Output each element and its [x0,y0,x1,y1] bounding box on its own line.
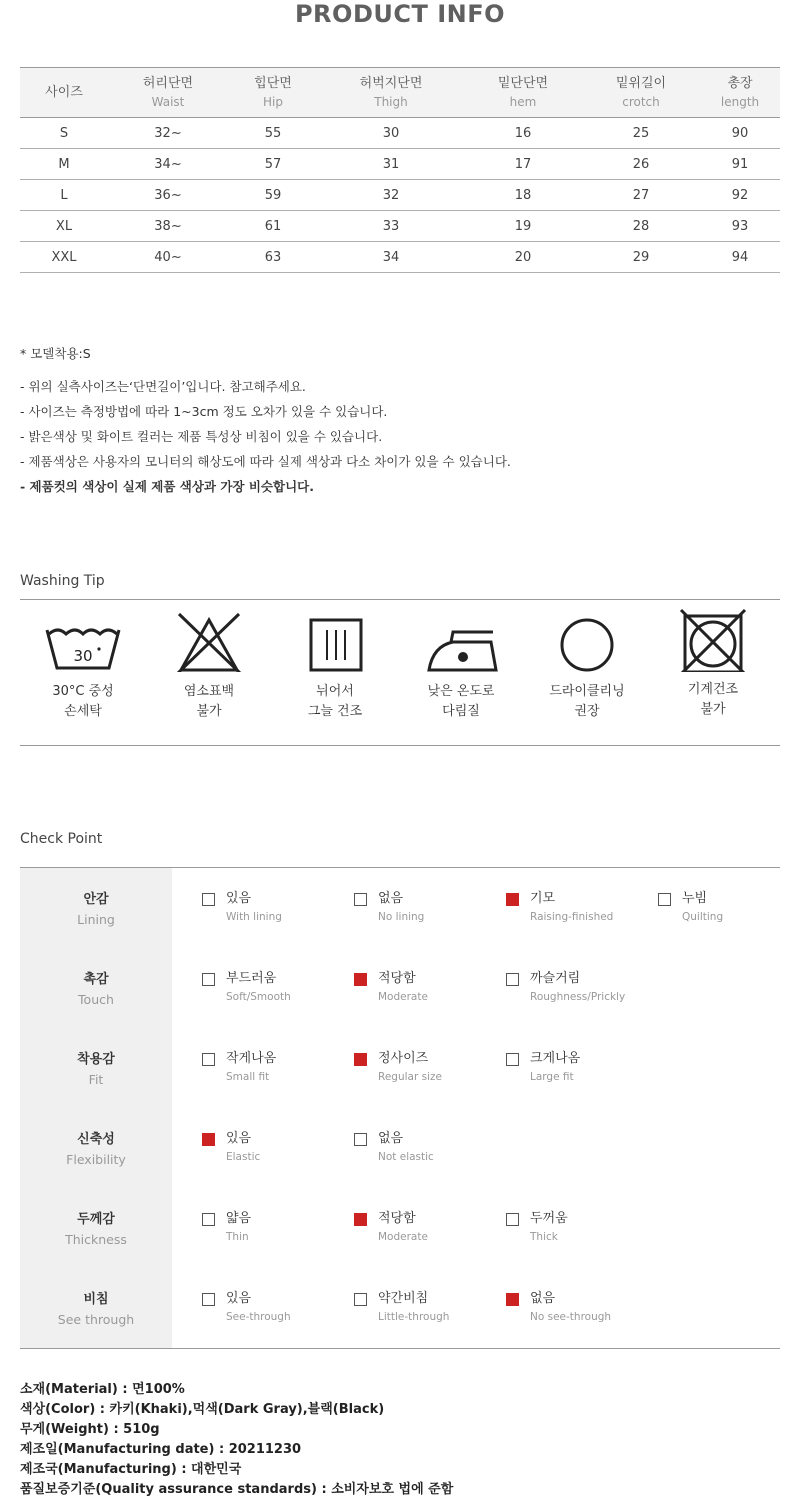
spec-country: 제조국(Manufacturing) : 대한민국 [20,1462,242,1477]
wash-item [20,612,146,722]
header-ko: 사이즈 [45,84,83,100]
unchecked-box-icon [658,893,671,906]
wash-item [524,612,650,722]
measurement-cell: 34 [318,242,464,273]
measurement-cell: 17 [464,149,582,180]
wash-label-line: 기계건조 [687,682,739,697]
check-point-row-label [20,1130,172,1170]
divider [20,599,780,600]
measurement-cell: 26 [582,149,700,180]
table-row [20,211,780,242]
iron-low-icon [411,612,511,672]
header-ko: 밑단단면 [497,75,549,91]
check-point-row [20,868,780,948]
option-label-en: Moderate [378,991,428,1003]
option-label-ko: 있음 [226,1131,252,1146]
size-table-header [20,68,108,118]
note-line: - 밝은색상 및 화이트 컬러는 제품 특성상 비침이 있을 수 있습니다. [20,429,383,444]
size-table [20,67,780,273]
unchecked-box-icon [506,973,519,986]
option-label-ko: 부드러움 [226,971,277,986]
option-label-en: Regular size [378,1071,442,1083]
size-table-header-row [20,68,780,118]
wash-item [272,612,398,722]
note-line: - 위의 실측사이즈는‘단면길이’입니다. 참고해주세요. [20,379,306,394]
header-ko: 밑위길이 [615,75,667,91]
measurement-cell: 36~ [108,180,228,211]
option-label-ko: 없음 [378,891,404,906]
row-label-en: Fit [88,1072,104,1087]
measurement-cell: 20 [464,242,582,273]
wash-label-line: 불가 [196,704,222,719]
measurement-cell: 32 [318,180,464,211]
note-line: - 사이즈는 측정방법에 따라 1~3cm 정도 오차가 있을 수 있습니다. [20,404,388,419]
measurement-cell: 27 [582,180,700,211]
check-point-row [20,948,780,1028]
option-label-en: Large fit [530,1071,574,1083]
wash-label [146,682,272,722]
header-ko: 총장 [727,75,753,91]
option-label-ko: 작게나옴 [226,1051,277,1066]
measurement-cell: 31 [318,149,464,180]
note-line: - 제품색상은 사용자의 모니터의 해상도에 따라 실제 색상과 다소 차이가 있을 수 있습니다. [20,454,511,469]
size-table-header [108,68,228,118]
option-label-ko: 까슬거림 [530,971,581,986]
product-specs [20,1380,780,1499]
table-row [20,180,780,211]
unchecked-box-icon [202,973,215,986]
divider [20,745,780,746]
header-en: crotch [622,94,660,109]
checked-box-icon [354,1053,367,1066]
no-bleach-icon [159,612,259,672]
spec-quality-standard: 품질보증기준(Quality assurance standards) : 소비자보호 법에 준함 [20,1482,454,1497]
checked-box-icon [506,1293,519,1306]
no-tumble-dry-icon [663,606,763,672]
option-label-en: Elastic [226,1151,261,1163]
size-table-header [700,68,780,118]
option-label-ko: 적당함 [378,971,416,986]
option-label-en: Moderate [378,1231,428,1243]
size-table-header [464,68,582,118]
check-point-row-label [20,890,172,930]
wash-label-line: 손세탁 [64,704,102,719]
option-label-ko: 얇음 [226,1211,252,1226]
wash-label-line: 30°C 중성 [52,684,114,699]
unchecked-box-icon [202,1213,215,1226]
measurement-cell: 28 [582,211,700,242]
wash-label [20,682,146,722]
measurement-cell: 61 [228,211,318,242]
wash-label-line: 뉘어서 [316,684,354,699]
checked-box-icon [202,1133,215,1146]
check-point-table [20,867,780,1349]
washing-icons [20,612,780,732]
check-point-row [20,1188,780,1268]
option-label-ko: 크게나옴 [530,1051,581,1066]
option-label-ko: 약간비침 [378,1291,429,1306]
header-en: Thigh [374,94,408,109]
measurement-cell: 29 [582,242,700,273]
option-label-en: Small fit [226,1071,270,1083]
size-table-header [228,68,318,118]
unchecked-box-icon [506,1213,519,1226]
row-label-en: See through [57,1312,135,1327]
unchecked-box-icon [202,1053,215,1066]
spec-manufacturing-date: 제조일(Manufacturing date) : 20211230 [20,1442,302,1457]
table-row [20,149,780,180]
option-label-en: Roughness/Prickly [530,991,626,1003]
measurement-cell: 91 [700,149,780,180]
row-label-ko: 촉감 [83,972,109,987]
measurement-cell: 16 [464,118,582,149]
option-label-en: Soft/Smooth [226,991,291,1003]
measurement-cell: 25 [582,118,700,149]
wash-label [524,682,650,722]
wash-label-line: 불가 [700,702,726,717]
option-label-en: Raising-finished [530,911,614,923]
measurement-cell: 40~ [108,242,228,273]
unchecked-box-icon [354,1133,367,1146]
measurement-cell: 19 [464,211,582,242]
checked-box-icon [354,1213,367,1226]
measurement-cell: 57 [228,149,318,180]
row-label-en: Flexibility [66,1152,126,1167]
size-label-cell: M [20,149,108,180]
wash-label-line: 염소표백 [183,684,235,699]
option-label-en: Quilting [682,911,724,923]
option-label-en: Not elastic [378,1151,434,1163]
row-label-ko: 두께감 [77,1212,115,1227]
option-label-ko: 있음 [226,1291,252,1306]
row-label-en: Touch [78,992,114,1007]
spec-weight: 무게(Weight) : 510g [20,1422,160,1437]
option-label-ko: 기모 [530,891,556,906]
check-point-row-label [20,1210,172,1250]
wash-label-line: 낮은 온도로 [427,684,495,699]
row-label-ko: 비침 [83,1292,109,1307]
measurement-cell: 93 [700,211,780,242]
note-bold-line: - 제품컷의 색상이 실제 제품 색상과 가장 비슷합니다. [20,479,314,494]
header-ko: 허벅지단면 [359,75,423,91]
measurement-cell: 55 [228,118,318,149]
unchecked-box-icon [506,1053,519,1066]
washing-tip-title: Washing Tip [20,573,105,589]
measurement-cell: 18 [464,180,582,211]
header-en: length [720,94,760,109]
spec-material: 소재(Material) : 면100% [20,1382,185,1397]
check-point-row-label [20,970,172,1010]
option-label-en: With lining [226,911,282,923]
measurement-cell: 34~ [108,149,228,180]
header-ko: 허리단면 [142,75,194,91]
model-size-note: * 모델착용:S [20,346,91,361]
size-label-cell: S [20,118,108,149]
row-label-ko: 착용감 [77,1052,115,1067]
check-point-row [20,1028,780,1108]
measurement-cell: 38~ [108,211,228,242]
page-title: PRODUCT INFO [294,0,506,28]
wash-tub-30-icon [33,612,133,672]
check-point-row-label [20,1290,172,1330]
unchecked-box-icon [354,1293,367,1306]
option-label-ko: 없음 [530,1291,556,1306]
unchecked-box-icon [202,893,215,906]
option-label-ko: 두꺼움 [530,1211,568,1226]
wash-label-line: 드라이클리닝 [549,684,625,699]
wash-item [650,612,776,720]
size-label-cell: XXL [20,242,108,273]
size-label-cell: L [20,180,108,211]
wash-label [272,682,398,722]
header-en: Hip [263,94,283,109]
wash-item [398,612,524,722]
wash-label-line: 다림질 [442,704,480,719]
table-row [20,242,780,273]
unchecked-box-icon [354,893,367,906]
header-ko: 힙단면 [254,75,292,91]
wash-temp-text: 30 [73,647,93,665]
row-label-ko: 안감 [83,892,109,907]
shade-dry-icon [285,612,385,672]
check-point-title: Check Point [20,831,103,847]
spec-color: 색상(Color) : 카키(Khaki),먹색(Dark Gray),블랙(Black) [20,1402,385,1417]
option-label-ko: 없음 [378,1131,404,1146]
option-label-en: See-through [226,1311,291,1323]
dry-clean-icon [537,612,637,672]
size-label-cell: XL [20,211,108,242]
option-label-en: Little-through [378,1311,450,1323]
row-label-ko: 신축성 [77,1132,115,1147]
table-row [20,118,780,149]
row-label-en: Thickness [65,1232,127,1247]
option-label-ko: 있음 [226,891,252,906]
unchecked-box-icon [202,1293,215,1306]
measurement-cell: 32~ [108,118,228,149]
header-en: hem [509,94,537,109]
option-label-en: Thick [530,1231,558,1243]
measurement-cell: 92 [700,180,780,211]
wash-label-line: 권장 [574,704,600,719]
checked-box-icon [506,893,519,906]
option-label-ko: 적당함 [378,1211,416,1226]
option-label-en: Thin [226,1231,249,1243]
wash-label [398,682,524,722]
wash-label [650,680,776,720]
option-label-en: No lining [378,911,425,923]
measurement-cell: 30 [318,118,464,149]
measurement-cell: 90 [700,118,780,149]
check-point-row [20,1268,780,1348]
option-label-ko: 누빔 [682,891,708,906]
checked-box-icon [354,973,367,986]
size-table-header [582,68,700,118]
check-point-row [20,1108,780,1188]
wash-item [146,612,272,722]
option-label-en: No see-through [530,1311,612,1323]
measurement-cell: 94 [700,242,780,273]
size-table-header [318,68,464,118]
wash-label-line: 그늘 건조 [307,704,363,719]
measurement-cell: 59 [228,180,318,211]
check-point-row-label [20,1050,172,1090]
measurement-cell: 63 [228,242,318,273]
measurement-cell: 33 [318,211,464,242]
header-en: Waist [151,94,185,109]
option-label-ko: 정사이즈 [378,1051,429,1066]
row-label-en: Lining [77,912,115,927]
